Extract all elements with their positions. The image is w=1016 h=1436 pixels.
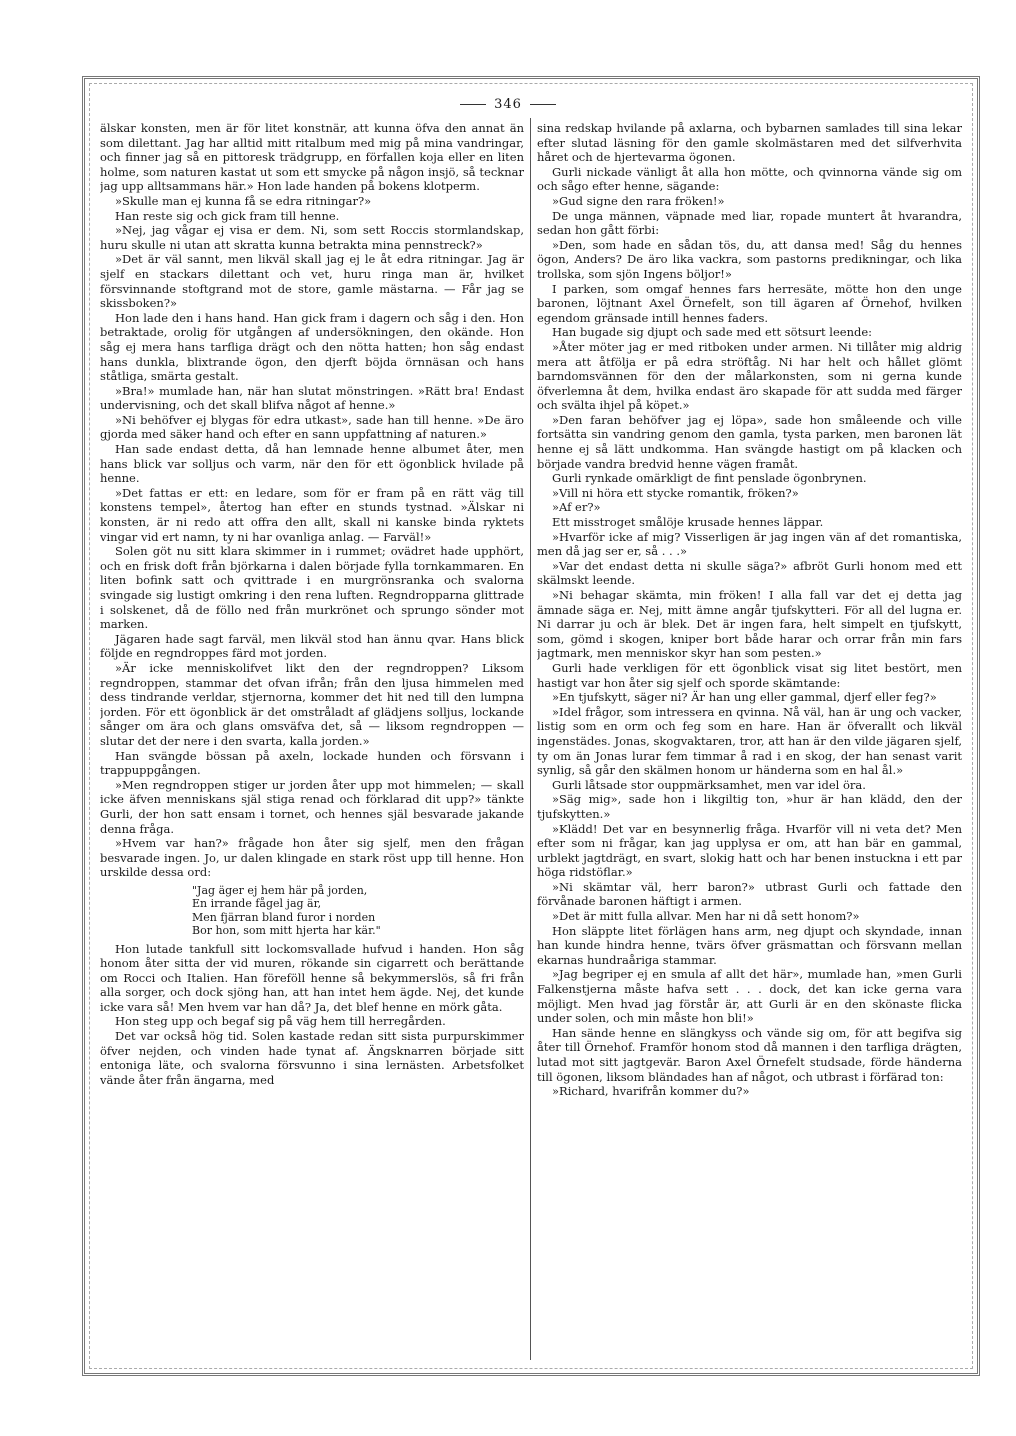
paragraph: »Hvem var han?» frågade hon åter sig sjelf, men den frågan besvarade ingen. Jo, ur dalen klingade en stark röst upp till henne. Hon urskilde dessa ord:: [100, 836, 524, 880]
dash-left: [460, 104, 486, 105]
paragraph: »Det är mitt fulla allvar. Men har ni då sett honom?»: [552, 909, 860, 924]
paragraph: Det var också hög tid. Solen kastade redan sitt sista purpurskimmer öfver nejden, och vinden hade tynat af. Ängsknarren började sitt entoniga läte, och svalorna försvunno i sina lernästen. Arbetsfolket vände åter från ängarna, med: [100, 1029, 524, 1087]
verse-line: En irrande fågel jag är,: [192, 897, 322, 911]
paragraph: »Jag begriper ej en smula af allt det här», mumlade han, »men Gurli Falkenstjerna måste hafva sett . . . dock, det kan icke gerna vara möjligt. Men hvad jag förstår är, att Gurli är en den skönaste flicka under solen, och min måste hon bli!»: [537, 967, 962, 1026]
paragraph: sina redskap hvilande på axlarna, och bybarnen samlades till sina lekar efter slutad läsning för den gamle skolmästaren med det silfverhvita håret och de hjertevarma ögonen.: [537, 121, 962, 165]
left-column: [100, 121, 524, 1353]
column-divider: [530, 118, 531, 1360]
paragraph: Gurli låtsade stor ouppmärksamhet, men var idel öra.: [552, 777, 866, 792]
paragraph: Gurli rynkade omärkligt de fint penslade ögonbrynen.: [552, 471, 867, 486]
page-number-header: [0, 97, 1016, 112]
paragraph: »Nej, jag vågar ej visa er dem. Ni, som sett Roccis stormlandskap, huru skulle ni utan att skratta kunna betrakta mina pennstreck?»: [100, 223, 524, 252]
paragraph: Solen göt nu sitt klara skimmer in i rummet; ovädret hade upphört, och en frisk doft från björkarna i dalen började fylla tornkammaren. En liten bofink satt och qvittrade i en murgrönsranka och svalorna svingade sig lustigt omkring i den rena luften. Regndropparna glittrade i solskenet, då de föllo ned från murkrönet och sprungo sönder mot marken.: [100, 544, 524, 632]
paragraph: Hon steg upp och begaf sig på väg hem till herregården.: [115, 1014, 446, 1029]
paragraph: Hon lade den i hans hand. Han gick fram i dagern och såg i den. Hon betraktade, orolig för utgången af undersökningen, den okände. Hon såg ej mera hans tarfliga drägt och den nötta hatten; hon såg endast hans dunkla, blixtrande ögon, den djerft böjda örnnäsan och hans ståtliga, smärta gestalt.: [100, 310, 524, 384]
verse-line: "Jag äger ej hem här på jorden,: [192, 883, 368, 897]
paragraph: »En tjufskytt, säger ni? Är han ung eller gammal, djerf eller feg?»: [552, 690, 937, 705]
paragraph: »Säg mig», sade hon i likgiltig ton, »hur är han klädd, den der tjufskytten.»: [537, 792, 962, 821]
paragraph: »Ni skämtar väl, herr baron?» utbrast Gurli och fattade den förvånade baronen häftigt i armen.: [537, 879, 962, 909]
paragraph: »Var det endast detta ni skulle säga?» afbröt Gurli honom med ett skälmskt leende.: [537, 558, 962, 588]
paragraph: Han reste sig och gick fram till henne.: [115, 208, 340, 223]
paragraph: Gurli nickade vänligt åt alla hon mötte, och qvinnorna vände sig om och sågo efter henne, sägande:: [537, 164, 962, 194]
paragraph: »Vill ni höra ett stycke romantik, fröken?»: [552, 485, 799, 500]
paragraph: »Hvarför icke af mig? Visserligen är jag ingen vän af det romantiska, men då jag ser er, så . . .»: [537, 529, 962, 559]
paragraph: Hon släppte litet förlägen hans arm, neg djupt och skyndade, innan han kunde hindra henne, tvärs öfver gräsmattan och försvann mellan ekarnas hundraåriga stammar.: [537, 923, 962, 967]
verse-line: Men fjärran bland furor i norden: [192, 910, 376, 924]
paragraph: »Klädd! Det var en besynnerlig fråga. Hvarför vill ni veta det? Men efter som ni frågar, kan jag upplysa er om, att han bär en gammal, urblekt jagtdrägt, en svart, slokig hatt och har benen instuckna i ett par höga ridstöflar.»: [537, 821, 962, 880]
paragraph: »Åter möter jag er med ritboken under armen. Ni tillåter mig aldrig mera att åtfölja er på edra ströftåg. Ni har helt och hållet glömt barndomsvännen för den der målarkonsten, som ni gerna kunde öfverlemna åt dem, hvilka endast äro skapade för att sudda med färger och svälta ihjel på köpet.»: [537, 339, 962, 413]
paragraph: »Men regndroppen stiger ur jorden åter upp mot himmelen; — skall icke äfven menniskans själ stiga renad och förklarad dit upp?» tänkte Gurli, der hon satt ensam i tornet, och hennes själ besvarade jakande denna fråga.: [100, 777, 524, 836]
paragraph: Han svängde bössan på axeln, lockade hunden och försvann i trappuppgången.: [100, 748, 524, 778]
paragraph: »Bra!» mumlade han, när han slutat mönstringen. »Rätt bra! Endast undervisning, och det skall blifva något af henne.»: [100, 383, 524, 413]
paragraph: Hon lutade tankfull sitt lockomsvallade hufvud i handen. Hon såg honom åter sitta der vid muren, rökande sin cigarrett och berättande om Rocci och Italien. Han föreföll henne så bekymmerslös, så fri från alla sorger, och dock sjöng han, att han intet hem ägde. Nej, det kunde icke vara så! Men hvem var han då? Ja, det blef henne en mörk gåta.: [100, 941, 524, 1014]
paragraph: älskar konsten, men är för litet konstnär, att kunna öfva den annat än som dilettant. Jag har alltid mitt ritalbum med mig på mina vandringar, och finner jag så en pittoresk trädgrupp, en förfallen koja eller en liten holme, som naturen kastat ut som ett smycke på någon insjö, så tecknar jag upp alltsammans här.» Hon lade handen på bokens klotperm.: [100, 121, 524, 194]
dash-right: [530, 104, 556, 105]
paragraph: »Skulle man ej kunna få se edra ritningar?»: [115, 193, 372, 208]
paragraph: De unga männen, väpnade med liar, ropade muntert åt hvarandra, sedan hon gått förbi:: [537, 208, 962, 238]
verse-line: Bor hon, som mitt hjerta har kär.": [192, 924, 381, 938]
paragraph: Han sände henne en slängkyss och vände sig om, för att begifva sig åter till Örnehof. Framför honom stod då mannen i den tarfliga drägten, lutad mot sitt jagtgevär. Baron Axel Örnefelt studsade, förde händerna till ögonen, liksom bländades han af något, och utbrast i förfärad ton:: [537, 1025, 962, 1084]
paragraph: »Ni behöfver ej blygas för edra utkast», sade han till henne. »De äro gjorda med säker hand och efter en sann uppfattning af naturen.»: [100, 412, 524, 442]
paragraph: Han sade endast detta, då han lemnade henne albumet åter, men hans blick var solljus och varm, när den för ett ögonblick hvilade på henne.: [100, 442, 524, 486]
paragraph: »Den, som hade en sådan tös, du, att dansa med! Såg du hennes ögon, Anders? De äro lika vackra, som pastorns predikningar, och lika trollska, som sjön Ingens böljor!»: [537, 237, 962, 281]
right-column: [537, 121, 962, 1353]
paragraph: »Ni behagar skämta, min fröken! I alla fall var det ej detta jag ämnade säga er. Nej, mitt ämne angår tjufskytteri. För all del lugna er. Ni darrar ju och är blek. Det är ingen fara, helt simpelt en tjufskytt, som, gömd i skogen, kniper bort både harar och orrar från min fars jagtmark, men menniskor skyr han som pesten.»: [537, 588, 962, 661]
paragraph: »Af er?»: [552, 500, 601, 515]
paragraph: Ett misstroget smålöje krusade hennes läppar.: [552, 515, 824, 530]
paragraph: »Gud signe den rara fröken!»: [552, 193, 725, 208]
paragraph: Han bugade sig djupt och sade med ett sötsurt leende:: [552, 325, 873, 340]
paragraph: »Det är väl sannt, men likväl skall jag ej le åt edra ritningar. Jag är sjelf en stackars dilettant och vet, huru ringa man är, hvilket försvinnande stoftgrand mot de store, gamle mästarna. — Får jag se skissboken?»: [100, 252, 524, 311]
paragraph: I parken, som omgaf hennes fars herresäte, mötte hon den unge baronen, löjtnant Axel Örnefelt, son till ägaren af Örnehof, hvilken egendom gränsade intill hennes faders.: [537, 281, 962, 325]
page-number: 346: [494, 97, 522, 112]
paragraph: »Den faran behöfver jag ej löpa», sade hon småleende och ville fortsätta sin vandring genom den gamla, tysta parken, men baronen lät henne ej så lätt undkomma. Han svängde hastigt om på klacken och började vandra bredvid henne vägen framåt.: [537, 412, 962, 471]
paragraph: »Det fattas er ett: en ledare, som för er fram på en rätt väg till konstens tempel», återtog han efter en stunds tystnad. »Älskar ni konsten, är ni redo att offra den allt, skall ni kanske binda ryktets vingar vid ert namn, ty ni har ovanliga anlag. — Farväl!»: [100, 485, 524, 544]
song-verse: [192, 884, 524, 938]
paragraph: »Richard, hvarifrån kommer du?»: [552, 1084, 750, 1099]
paragraph: »Är icke menniskolifvet likt den der regndroppen? Liksom regndroppen, stammar det ofvan ifrån; från den ljusa himmelen med dess tindrande verldar, stjernorna, kommer det hit ned till den lumpna jorden. För ett ögonblick är det omstråladt af glädjens solljus, lockande sånger om ära och glans omsväfva det, så — liksom regndroppen — slutar det der nere i den svarta, kalla jorden.»: [100, 660, 524, 748]
paragraph: Jägaren hade sagt farväl, men likväl stod han ännu qvar. Hans blick följde en regndroppes färd mot jorden.: [100, 631, 524, 661]
paragraph: Gurli hade verkligen för ett ögonblick visat sig litet bestört, men hastigt var hon åter sig sjelf och sporde skämtande:: [537, 660, 962, 690]
paragraph: »Idel frågor, som intressera en qvinna. Nå väl, han är ung och vacker, listig som en orm och feg som en hare. Han är öfverallt och likväl ingenstädes. Jonas, skogvaktaren, tror, att han är den vilde jägaren sjelf, ty om än Jonas lurar fem timmar å rad i en skog, der han senast varit synlig, så går den skälmen honom ur händerna som en hal ål.»: [537, 704, 962, 778]
